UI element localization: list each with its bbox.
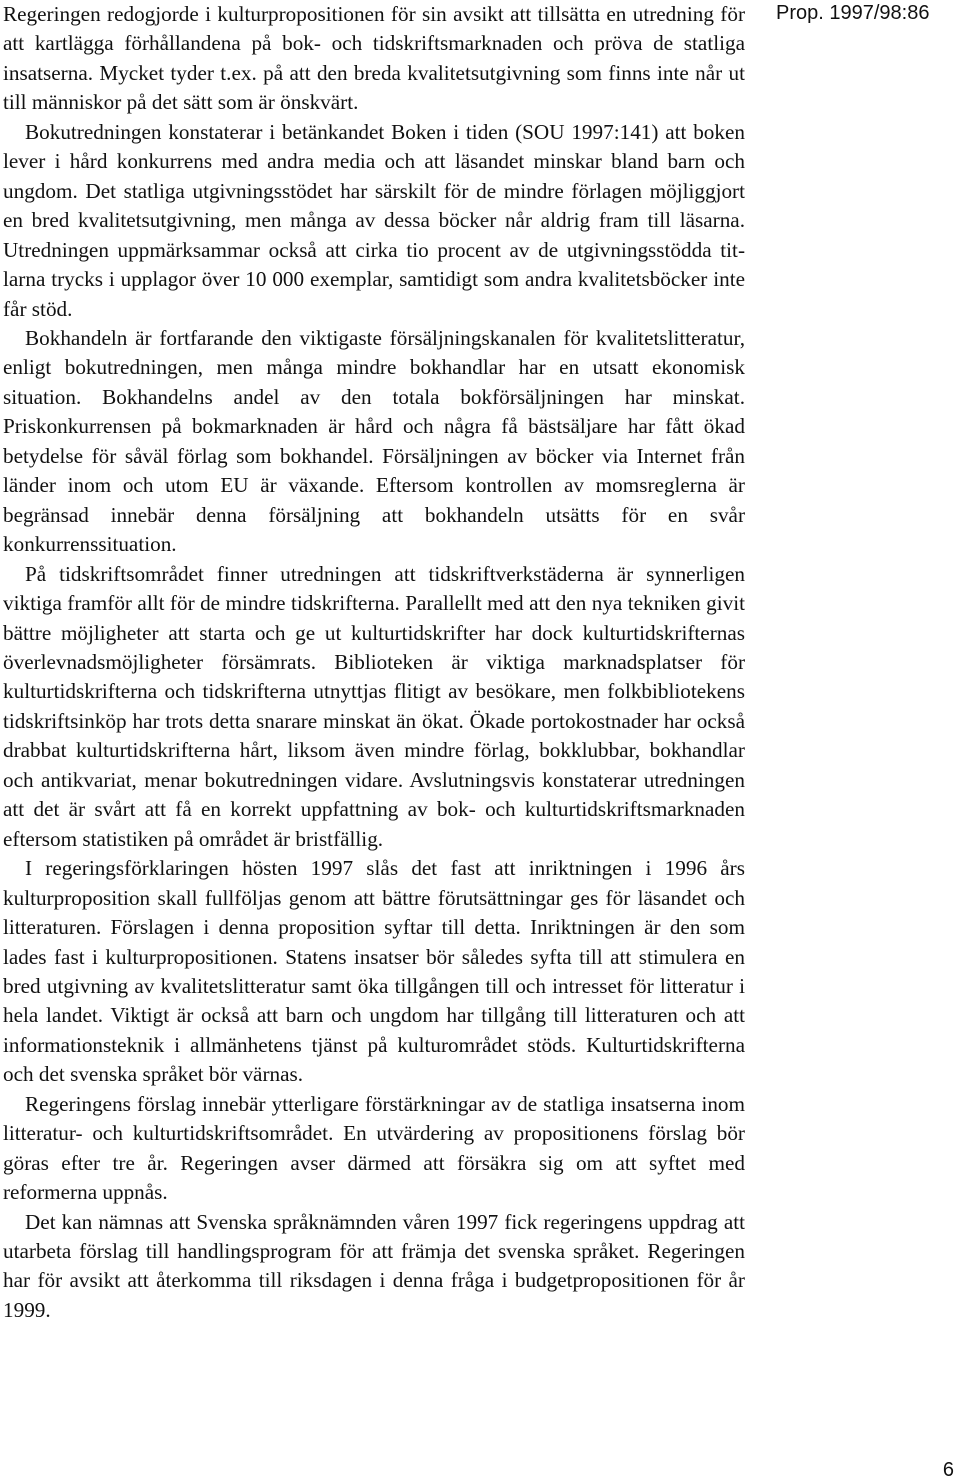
paragraph: På tidskriftsområdet finner utredningen att tidskriftverkstäderna är synnerligen viktiga framför allt för de mindre tidskrifterna. Parallellt med att den nya tekniken givit bättre möjligheter att starta och ge ut kulturtidskrifter har dock kulturtidskrifternas överlevnadsmöjligheter försämrats. Biblioteken är viktiga marknadsplatser för kulturtidskrifterna och tidskrifterna utnyttjas flitigt av besökare, men folkbibliotekens tidskriftsinköp har trots detta snarare minskat än ökat. Ökade portokostnader har också drabbat kulturtidskrifterna hårt, liksom även mindre förlag, bokklubbar, bokhandlar och antikvariat, menar bokutredningen vidare. Avslutningsvis konstaterar utredningen att det är svårt att få en korrekt uppfattning av bok- och kulturtidskriftsmarknaden eftersom statistiken på området är bristfällig. [3,561,745,851]
page-number: 6 [942,1459,954,1481]
paragraph: Bokutredningen konstaterar i betänkandet Boken i tiden (SOU 1997:141) att boken lever i hård konkurrens med andra media och att läsandet minskar bland barn och ungdom. Det statliga utgivningsstödet har särskilt för de mindre förlagen möjliggjort en bred kvalitetsutgivning, men många av dessa böcker når aldrig fram till läsarna. Utredningen uppmärksammar också att cirka tio procent av de utgivningsstödda titlarna trycks i upplagor över 10 000 exemplar, samtidigt som andra kvalitetsböcker inte får stöd. [3,119,745,321]
document-reference: Prop. 1997/98:86 [776,2,930,24]
paragraph: I regeringsförklaringen hösten 1997 slås det fast att inriktningen i 1996 års kulturproposition skall fullföljas genom att bättre förutsättningar ges för läsandet och litteraturen. Förslagen i denna proposition syftar till detta. Inriktningen är den som lades fast i kulturpropositionen. Statens insatser bör således syfta till att stimulera en bred utgivning av kvalitetslitteratur samt öka tillgången till och intresset för litteratur i hela landet. Viktigt är också att barn och ungdom har tillgång till litteraturen och att informationsteknik i allmänhetens tjänst på kulturområdet stöds. Kulturtidskrifterna och det svenska språket bör värnas. [3,856,745,1087]
body-text [3,0,745,1325]
paragraph: Regeringens förslag innebär ytterligare förstärkningar av de statliga insatserna inom litteratur- och kulturtidskriftsområdet. En utvärdering av propositionens förslag bör göras efter tre år. Regeringen avser därmed att försäkra sig om att syftet med reformerna uppnås. [3,1091,745,1205]
paragraph: Bokhandeln är fortfarande den viktigaste försäljningskanalen för kvalitetslitteratur, enligt bokutredningen, men många mindre bokhandlar har en utsatt ekonomisk situation. Bokhandelns andel av den totala bokförsäljningen har minskat. Priskonkurrensen på bokmarknaden är hård och några få bästsäljare har fått ökad betydelse för såväl förlag som bokhandel. Försäljningen av böcker via Internet från länder inom och utom EU är växande. Eftersom kontrollen av momsreglerna är begränsad innebär denna försäljning att bokhandeln utsätts för en svår konkurrenssituation. [3,325,745,557]
paragraph: Regeringen redogjorde i kulturpropositionen för sin avsikt att tillsätta en utredning för att kartlägga förhållandena på bok- och tidskriftsmarknaden och pröva de statliga insatserna. Mycket tyder t.ex. på att den breda kvalitetsutgivning som finns inte når ut till människor på det sätt som är önskvärt. [3,2,745,115]
paragraph: Det kan nämnas att Svenska språknämnden våren 1997 fick regeringens uppdrag att utarbeta förslag till handlingsprogram för att främja det svenska språket. Regeringen har för avsikt att återkomma till riksdagen i denna fråga i budgetpropositionen för år 1999. [3,1209,745,1322]
